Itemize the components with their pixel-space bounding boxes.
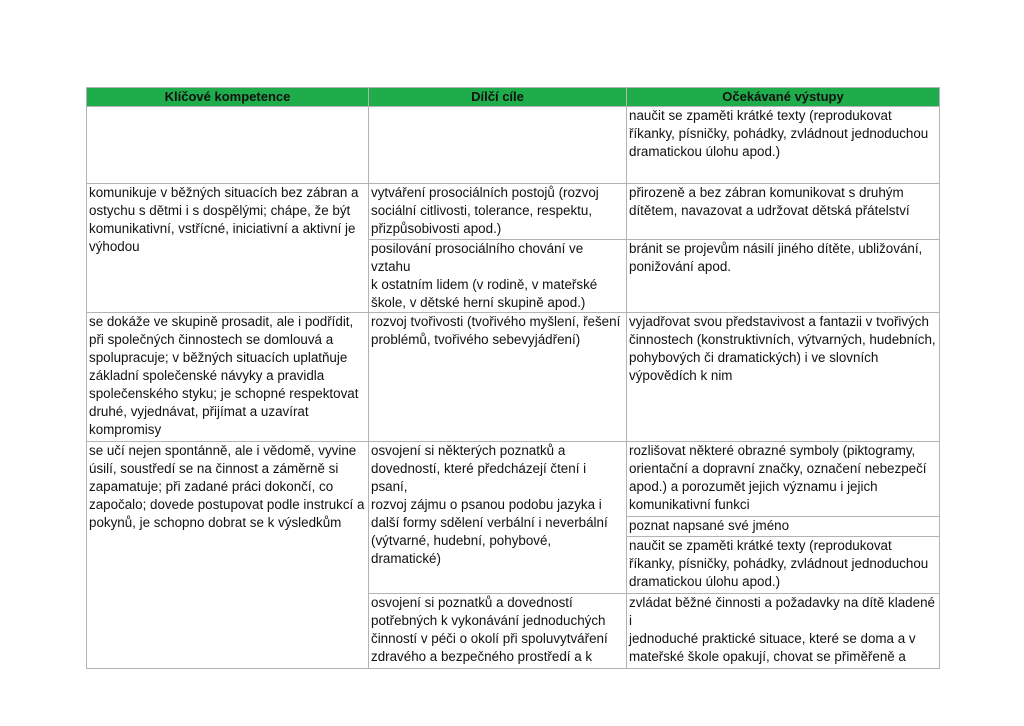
- table-cell: zvládat běžné činnosti a požadavky na dítě kladené i jednoduché praktické situace, které se doma a v mateřské škole opakují, chovat se přiměřeně a: [627, 594, 940, 669]
- table-cell: posilování prosociálního chování ve vztahu k ostatním lidem (v rodině, v mateřské škole, v dětské herní skupině apod.): [369, 240, 627, 313]
- table-cell: [87, 107, 369, 184]
- table-cell: osvojení si některých poznatků a dovedností, které předcházejí čtení i psaní, rozvoj zájmu o psanou podobu jazyka i další formy sdělení verbální i neverbální (výtvarné, hudební, pohybové, dramatické): [369, 442, 627, 594]
- header-expected-outputs: Očekávané výstupy: [627, 88, 940, 107]
- table-cell: se učí nejen spontánně, ale i vědomě, vyvine úsilí, soustředí se na činnost a záměrně si zapamatuje; při zadané práci dokončí, co započalo; dovede postupovat podle instrukcí a pokynů, je schopno dobrat se k výsledkům: [87, 442, 369, 669]
- table-row: [87, 313, 940, 442]
- table-row: [87, 442, 940, 517]
- table-row: [87, 184, 940, 240]
- table-cell: naučit se zpaměti krátké texty (reprodukovat říkanky, písničky, pohádky, zvládnout jednoduchou dramatickou úlohu apod.): [627, 537, 940, 594]
- header-partial-goals: Dílčí cíle: [369, 88, 627, 107]
- table-cell: přirozeně a bez zábran komunikovat s druhým dítětem, navazovat a udržovat dětská přátelství: [627, 184, 940, 240]
- table-cell: bránit se projevům násilí jiného dítěte, ubližování, ponižování apod.: [627, 240, 940, 313]
- competences-table: [86, 87, 940, 669]
- table-cell: komunikuje v běžných situacích bez zábran a ostychu s dětmi i s dospělými; chápe, že být komunikativní, vstřícné, iniciativní a aktivní je výhodou: [87, 184, 369, 313]
- table-header-row: [87, 88, 940, 107]
- table-cell: osvojení si poznatků a dovedností potřebných k vykonávání jednoduchých činností v péči o okolí při spoluvytváření zdravého a bezpečného prostředí a k: [369, 594, 627, 669]
- table-cell: naučit se zpaměti krátké texty (reprodukovat říkanky, písničky, pohádky, zvládnout jednoduchou dramatickou úlohu apod.): [627, 107, 940, 184]
- table-cell: poznat napsané své jméno: [627, 517, 940, 537]
- table-cell: rozlišovat některé obrazné symboly (piktogramy, orientační a dopravní značky, označení nebezpečí apod.) a porozumět jejich významu i jejich komunikativní funkci: [627, 442, 940, 517]
- table-cell: vyjadřovat svou představivost a fantazii v tvořivých činnostech (konstruktivních, výtvarných, hudebních, pohybových či dramatických) i ve slovních výpovědích k nim: [627, 313, 940, 442]
- table-cell: [369, 107, 627, 184]
- table-cell: vytváření prosociálních postojů (rozvoj sociální citlivosti, tolerance, respektu, přizpůsobivosti apod.): [369, 184, 627, 240]
- table-cell: se dokáže ve skupině prosadit, ale i podřídit, při společných činnostech se domlouvá a spolupracuje; v běžných situacích uplatňuje základní společenské návyky a pravidla společenského styku; je schopné respektovat druhé, vyjednávat, přijímat a uzavírat kompromisy: [87, 313, 369, 442]
- header-key-competences: Klíčové kompetence: [87, 88, 369, 107]
- table-cell: rozvoj tvořivosti (tvořivého myšlení, řešení problémů, tvořivého sebevyjádření): [369, 313, 627, 442]
- table-row: [87, 107, 940, 184]
